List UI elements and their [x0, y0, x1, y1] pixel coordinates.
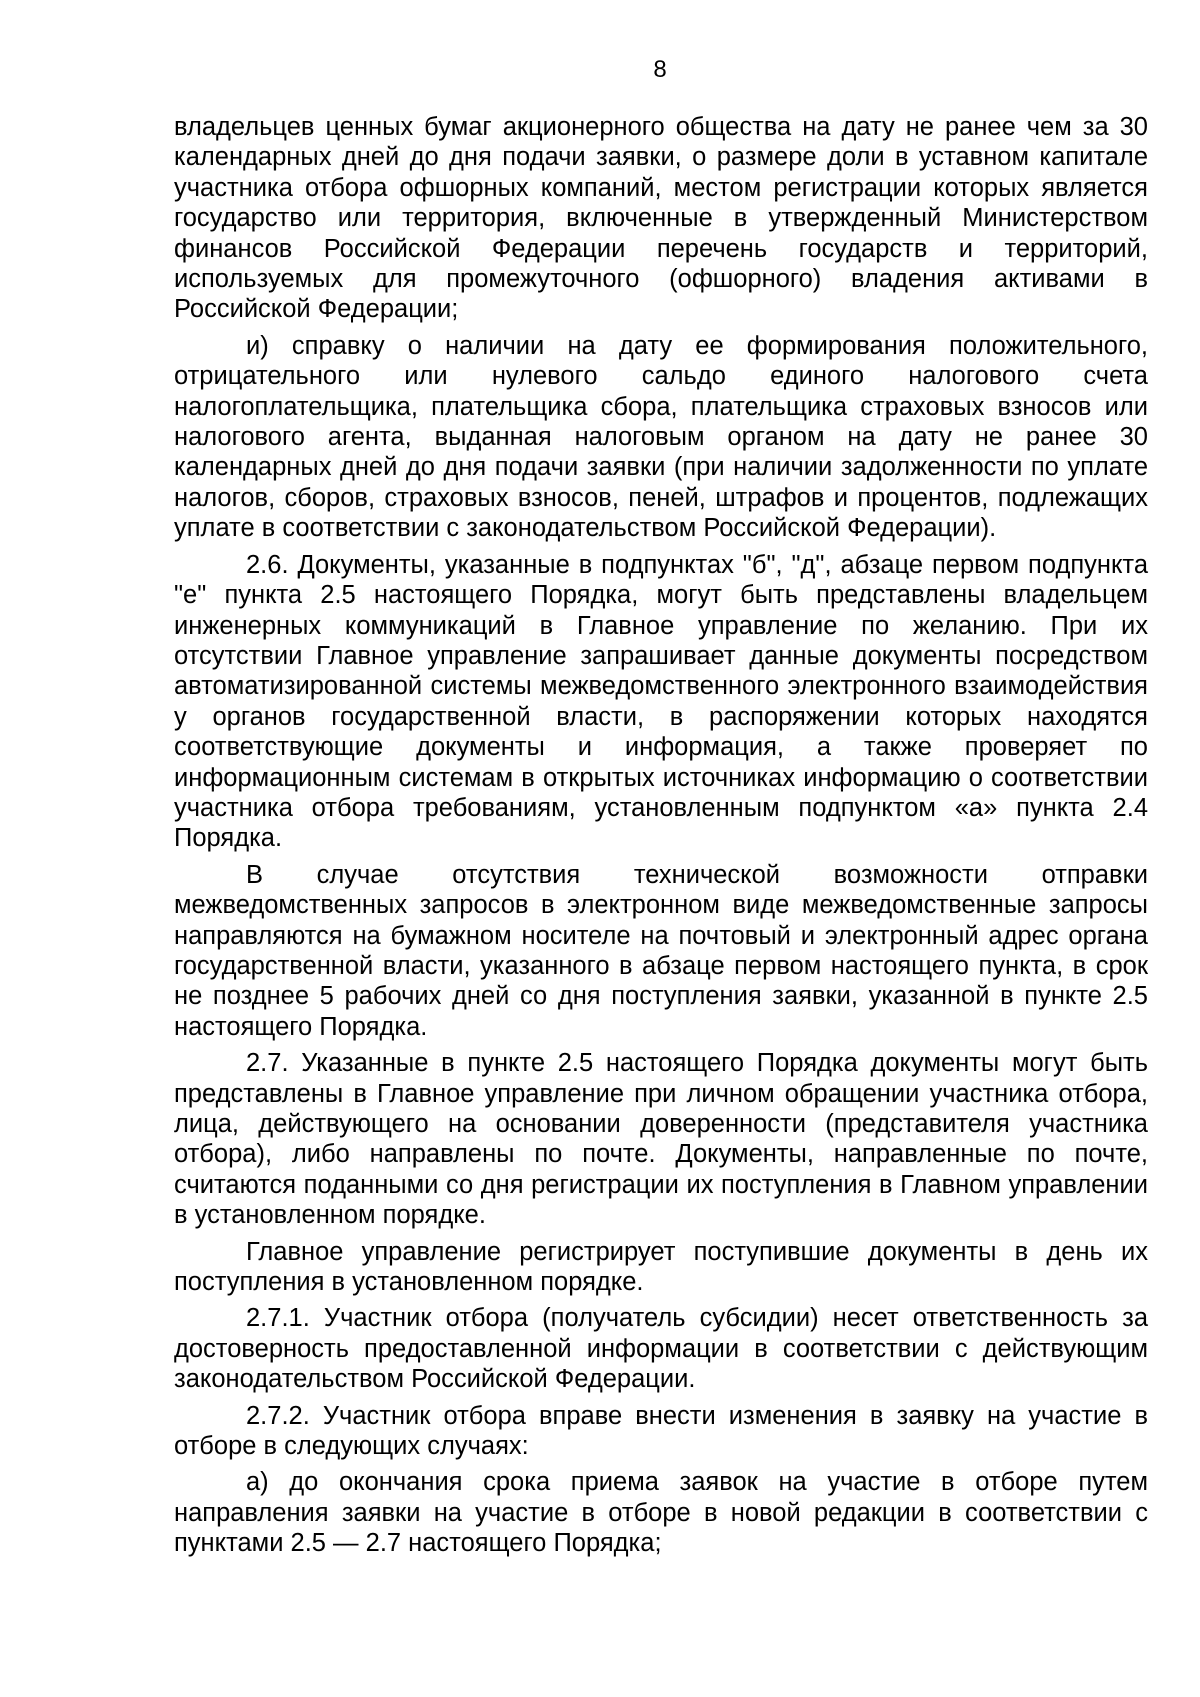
paragraph-2-7-2: 2.7.2. Участник отбора вправе внести изменения в заявку на участие в отборе в следующих случаях:: [174, 1401, 1148, 1461]
paragraph-no-technical-possibility: В случае отсутствия технической возможности отправки межведомственных запросов в электронном виде межведомственные запросы направляются на бумажном носителе на почтовый и электронный адрес органа государственной власти, указанного в абзаце первом настоящего пункта, в срок не позднее 5 рабочих дней со дня поступления заявки, указанной в пункте 2.5 настоящего Порядка.: [174, 860, 1148, 1041]
paragraph-2-7: 2.7. Указанные в пункте 2.5 настоящего Порядка документы могут быть представлены в Главное управление при личном обращении участника отбора, лица, действующего на основании доверенности (представителя участника отбора), либо направлены по почте. Документы, направленные по почте, считаются поданными со дня регистрации их поступления в Главном управлении в установленном порядке.: [174, 1049, 1148, 1230]
page-number: 8: [653, 56, 667, 83]
document-body: [174, 112, 1148, 1565]
paragraph-2-7-1: 2.7.1. Участник отбора (получатель субсидии) несет ответственность за достоверность предоставленной информации в соответствии с действующим законодательством Российской Федерации.: [174, 1304, 1148, 1394]
paragraph-item-i: и) справку о наличии на дату ее формирования положительного, отрицательного или нулевого сальдо единого налогового счета налогоплательщика, плательщика сбора, плательщика страховых взносов или налогового агента, выданная налоговым органом на дату не ранее 30 календарных дней до дня подачи заявки (при наличии задолженности по уплате налогов, сборов, страховых взносов, пеней, штрафов и процентов, подлежащих уплате в соответствии с законодательством Российской Федерации).: [174, 331, 1148, 543]
paragraph-owners-offshore: владельцев ценных бумаг акционерного общества на дату не ранее чем за 30 календарных дней до дня подачи заявки, о размере доли в уставном капитале участника отбора офшорных компаний, местом регистрации которых является государство или территория, включенные в утвержденный Министерством финансов Российской Федерации перечень государств и территорий, используемых для промежуточного (офшорного) владения активами в Российской Федерации;: [174, 113, 1148, 324]
paragraph-2-6: 2.6. Документы, указанные в подпунктах "б", "д", абзаце первом подпункта "е" пункта 2.5 настоящего Порядка, могут быть представлены владельцем инженерных коммуникаций в Главное управление по желанию. При их отсутствии Главное управление запрашивает данные документы посредством автоматизированной системы межведомственного электронного взаимодействия у органов государственной власти, в распоряжении которых находятся соответствующие документы и информация, а также проверяет по информационным системам в открытых источниках информацию о соответствии участника отбора требованиям, установленным подпунктом «а» пункта 2.4 Порядка.: [174, 550, 1148, 853]
paragraph-registration: Главное управление регистрирует поступившие документы в день их поступления в установленном порядке.: [174, 1237, 1148, 1297]
paragraph-item-a: а) до окончания срока приема заявок на участие в отборе путем направления заявки на участие в отборе в новой редакции в соответствии с пунктами 2.5 — 2.7 настоящего Порядка;: [174, 1468, 1148, 1558]
